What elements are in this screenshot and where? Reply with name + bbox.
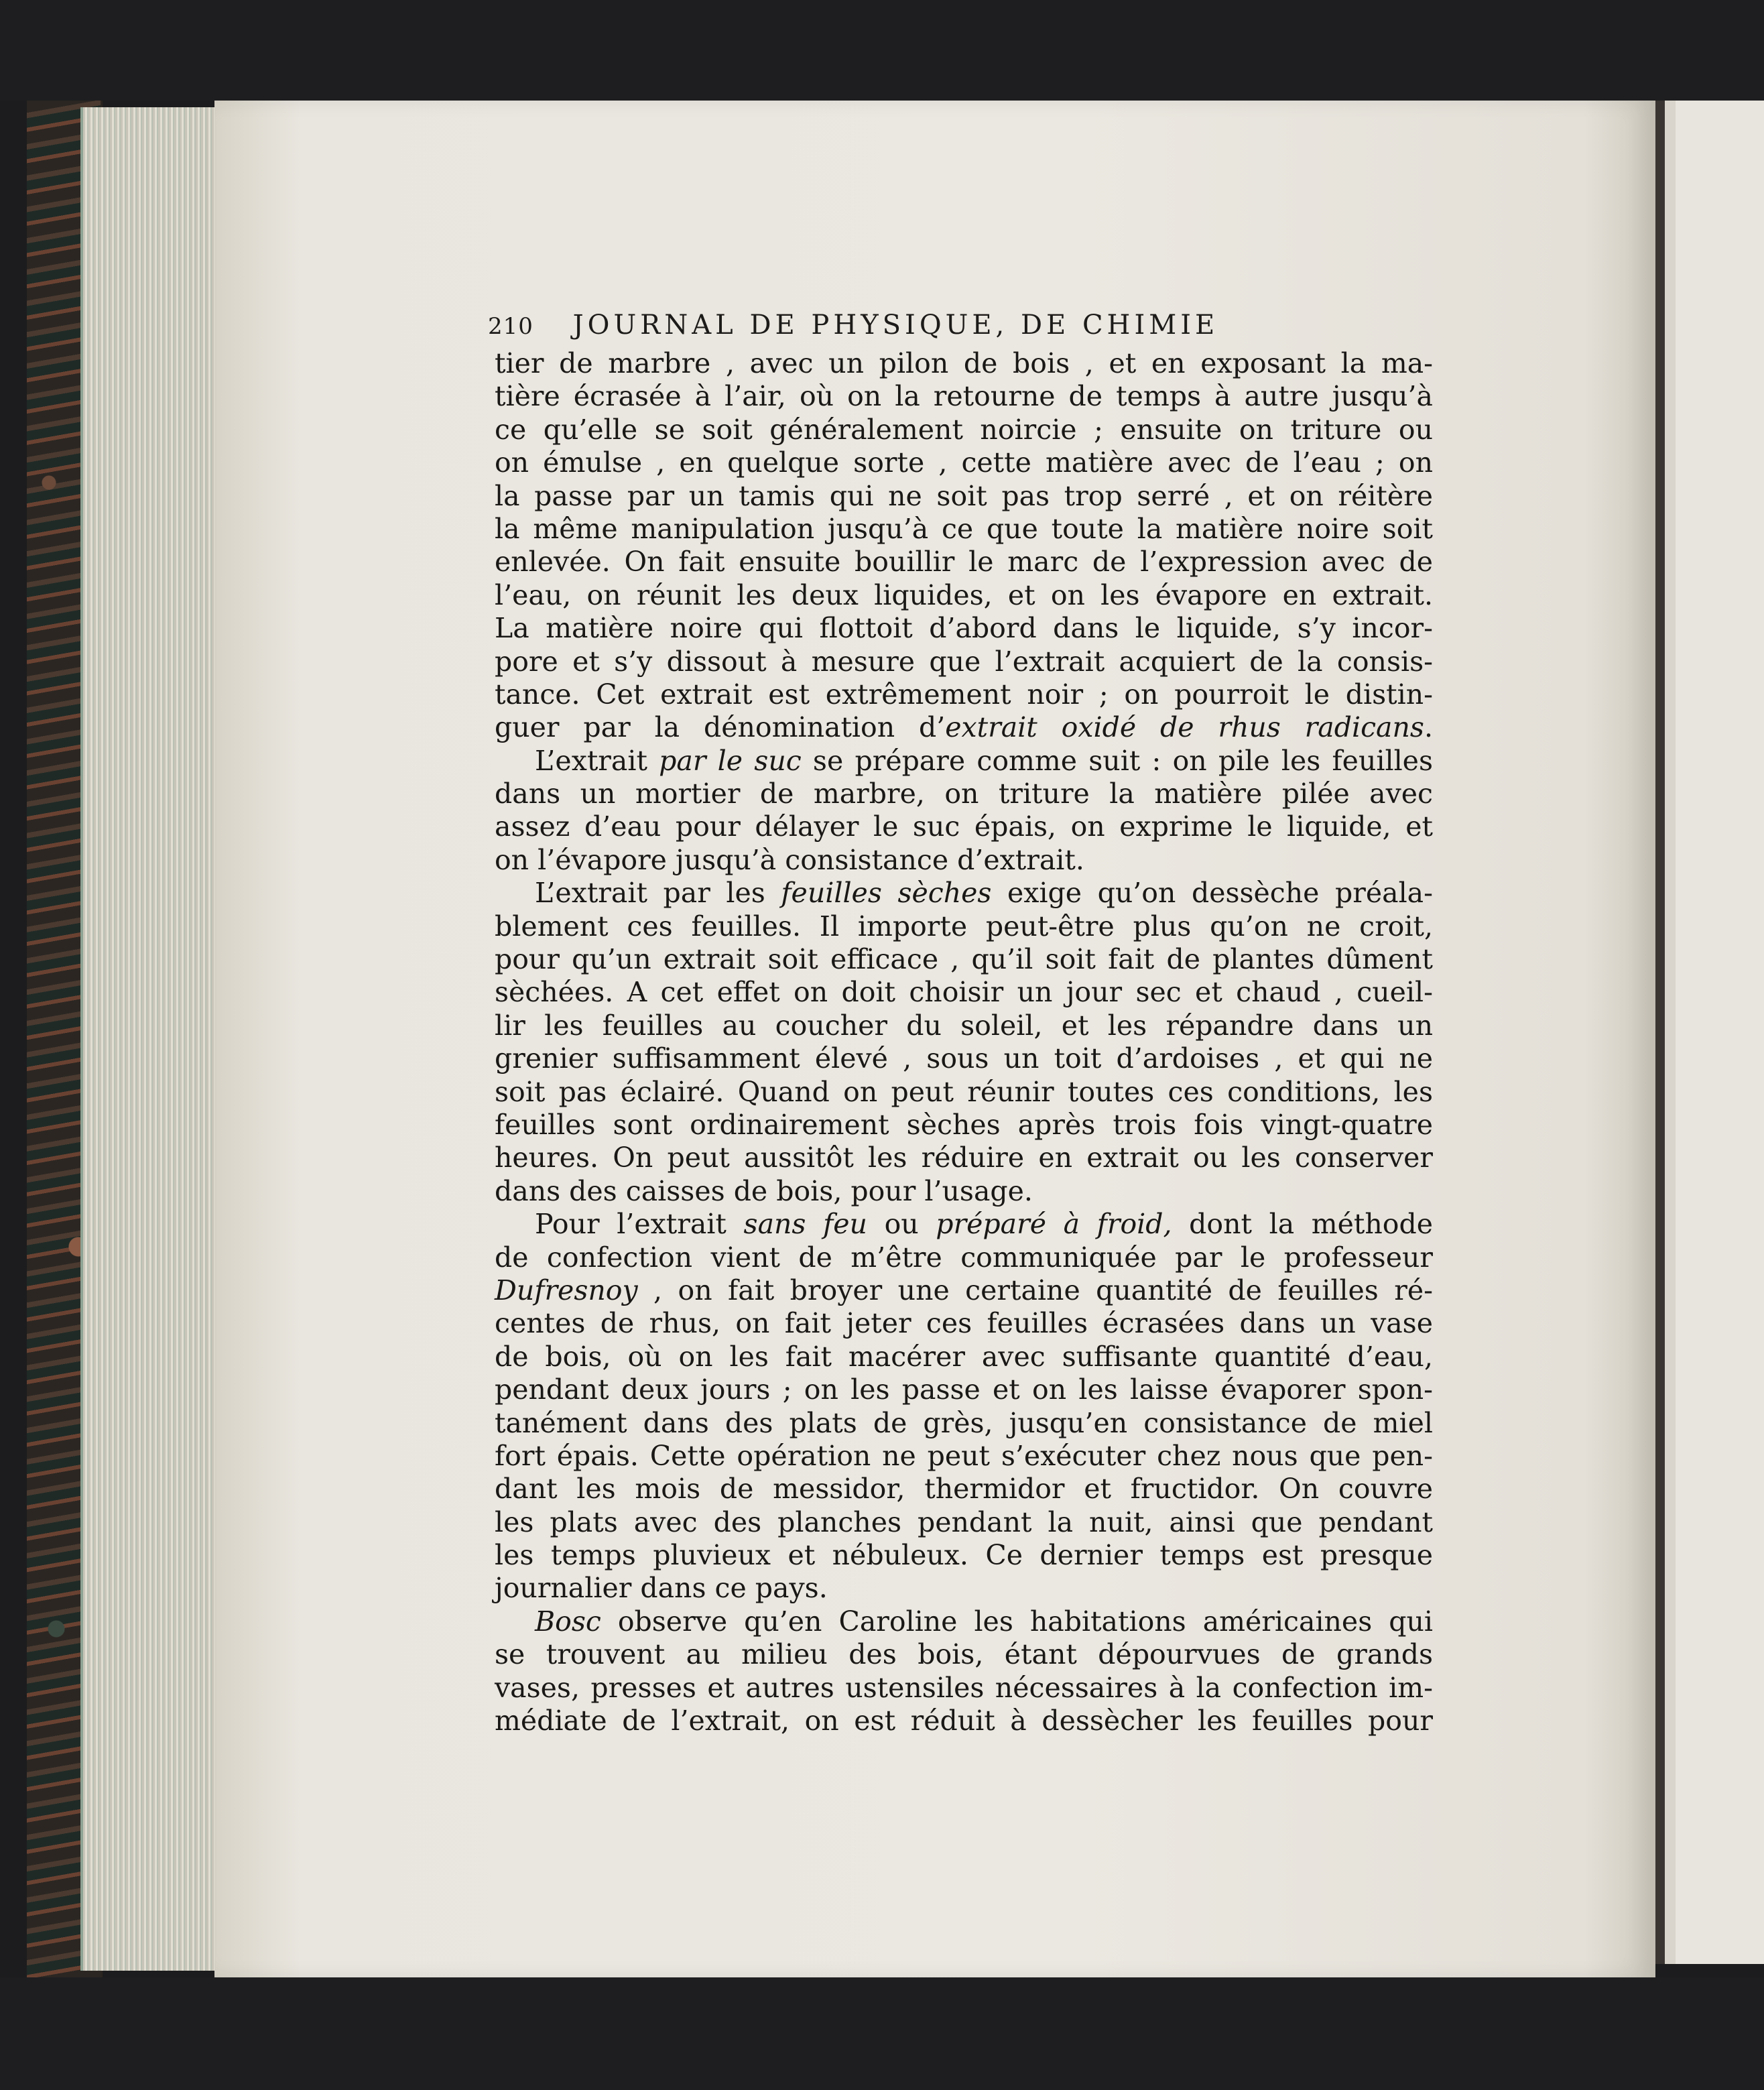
text-segment: on émulse , en quelque sorte , cette matière avec de l’eau ; on — [495, 446, 1433, 479]
text-segment: Pour l’extrait — [535, 1208, 744, 1241]
text-line — [495, 1208, 1433, 1241]
italic-text: Bosc — [535, 1605, 601, 1638]
running-head — [488, 310, 1346, 347]
text-segment: tance. Cet extrait est extrêmement noir ; on pourroit le distin- — [495, 678, 1433, 711]
text-line — [495, 1672, 1433, 1705]
text-segment: dont la méthode — [1172, 1208, 1433, 1241]
text-line — [495, 877, 1433, 910]
facing-page-edge — [1655, 101, 1764, 1964]
background-bottom — [0, 1977, 1764, 2090]
text-line — [495, 1076, 1433, 1109]
text-segment: la passe par un tamis qui ne soit pas trop serré , et on réitère — [495, 479, 1433, 512]
text-segment: fort épais. Cette opération ne peut s’exécuter chez nous que pen- — [495, 1439, 1433, 1472]
text-line — [495, 1109, 1433, 1142]
text-segment: blement ces feuilles. Il importe peut-être plus qu’on ne croit, — [495, 910, 1433, 942]
text-line — [495, 546, 1433, 578]
text-segment: les plats avec des planches pendant la nuit, ainsi que pendant — [495, 1505, 1433, 1538]
text-segment: guer par la dénomination d’ — [495, 711, 946, 744]
text-segment: lir les feuilles au coucher du soleil, et les répandre dans un — [495, 1009, 1433, 1042]
text-segment: feuilles sont ordinairement sèches après trois fois vingt-quatre — [495, 1108, 1433, 1141]
text-line — [495, 1705, 1433, 1737]
text-segment: les temps pluvieux et nébuleux. Ce dernier temps est presque — [495, 1539, 1433, 1572]
text-segment: . — [1424, 711, 1433, 744]
text-line — [495, 347, 1433, 380]
text-segment: tier de marbre , avec un pilon de bois , et en exposant la ma- — [495, 347, 1433, 379]
text-segment: L’extrait — [535, 744, 659, 777]
text-segment: observe qu’en Caroline les habitations américaines qui — [601, 1605, 1433, 1638]
text-segment: sèchées. A cet effet on doit choisir un jour sec et chaud , cueil- — [495, 976, 1433, 1009]
text-line — [495, 1274, 1433, 1307]
italic-text: feuilles sèches — [781, 877, 992, 910]
text-line — [495, 943, 1433, 976]
text-line — [495, 1407, 1433, 1440]
text-segment: , on fait broyer une certaine quantité de feuilles ré- — [637, 1274, 1433, 1306]
text-segment: tière écrasée à l’air, où on la retourne de temps à autre jusqu’à — [495, 380, 1433, 413]
text-segment: médiate de l’extrait, on est réduit à dessècher les feuilles pour — [495, 1705, 1433, 1737]
text-line — [495, 678, 1433, 711]
text-line — [495, 1605, 1433, 1638]
text-segment: journalier dans ce pays. — [495, 1572, 828, 1605]
text-segment: pore et s’y dissout à mesure que l’extrait acquiert de la consis- — [495, 645, 1433, 678]
italic-text: préparé à froid, — [936, 1208, 1172, 1241]
text-line — [495, 1142, 1433, 1174]
text-segment: dant les mois de messidor, thermidor et fructidor. On couvre — [495, 1473, 1433, 1505]
text-segment: exige qu’on dessèche préala- — [991, 877, 1433, 910]
text-line — [495, 1539, 1433, 1572]
text-segment: dans un mortier de marbre, on triture la matière pilée avec — [495, 778, 1433, 810]
text-line — [495, 414, 1433, 446]
italic-text: Dufresnoy — [495, 1274, 638, 1306]
text-line — [495, 1009, 1433, 1042]
text-line — [495, 1307, 1433, 1340]
text-line — [495, 1440, 1433, 1473]
text-line — [495, 480, 1433, 513]
text-line — [495, 513, 1433, 546]
page-edges — [80, 107, 237, 1971]
text-segment: la même manipulation jusqu’à ce que toute la matière noire soit — [495, 512, 1433, 545]
text-line — [495, 1473, 1433, 1505]
italic-text: sans feu — [743, 1208, 867, 1241]
page-number: 210 — [488, 313, 533, 340]
text-line — [495, 1042, 1433, 1075]
text-segment: se prépare comme suit : on pile les feuilles — [801, 744, 1433, 777]
text-line — [495, 844, 1433, 877]
text-segment: de confection vient de m’être communiquée par le professeur — [495, 1241, 1433, 1274]
running-title: JOURNAL DE PHYSIQUE, DE CHIMIE — [572, 310, 1219, 341]
text-segment: grenier suffisamment élevé , sous un toit d’ardoises , et qui ne — [495, 1042, 1433, 1075]
italic-text: par le suc — [659, 744, 802, 777]
text-segment: pendant deux jours ; on les passe et on les laisse évaporer spon- — [495, 1373, 1433, 1406]
text-line — [495, 1572, 1433, 1605]
text-line — [495, 1241, 1433, 1274]
text-segment: heures. On peut aussitôt les réduire en extrait ou les conserver — [495, 1142, 1433, 1174]
text-line — [495, 646, 1433, 678]
text-line — [495, 380, 1433, 413]
text-line — [495, 976, 1433, 1009]
text-segment: soit pas éclairé. Quand on peut réunir toutes ces conditions, les — [495, 1075, 1433, 1108]
text-segment: vases, presses et autres ustensiles nécessaires à la confection im- — [495, 1671, 1433, 1704]
background-top — [0, 0, 1764, 101]
text-line — [495, 711, 1433, 744]
text-line — [495, 1506, 1433, 1539]
text-segment: ce qu’elle se soit généralement noircie ; ensuite on triture ou — [495, 413, 1433, 446]
text-segment: ou — [867, 1208, 936, 1241]
text-segment: de bois, où on les fait macérer avec suffisante quantité d’eau, — [495, 1340, 1433, 1373]
italic-text: extrait oxidé de rhus radicans — [945, 711, 1424, 744]
text-line — [495, 810, 1433, 843]
text-segment: l’eau, on réunit les deux liquides, et on les évapore en extrait. — [495, 578, 1433, 611]
body-text — [495, 347, 1433, 1737]
text-line — [495, 910, 1433, 943]
text-line — [495, 1341, 1433, 1373]
text-segment: dans des caisses de bois, pour l’usage. — [495, 1174, 1033, 1207]
text-line — [495, 745, 1433, 778]
text-line — [495, 446, 1433, 479]
text-segment: enlevée. On fait ensuite bouillir le marc de l’expression avec de — [495, 546, 1433, 578]
text-segment: on l’évapore jusqu’à consistance d’extrait. — [495, 843, 1084, 876]
text-line — [495, 612, 1433, 645]
text-segment: pour qu’un extrait soit efficace , qu’il soit fait de plantes dûment — [495, 943, 1433, 976]
text-line — [495, 1638, 1433, 1671]
text-line — [495, 1175, 1433, 1208]
text-segment: L’extrait par les — [535, 877, 781, 910]
text-line — [495, 778, 1433, 810]
text-segment: La matière noire qui flottoit d’abord dans le liquide, s’y incor- — [495, 612, 1433, 645]
text-segment: tanément dans des plats de grès, jusqu’en consistance de miel — [495, 1406, 1433, 1439]
text-segment: se trouvent au milieu des bois, étant dépourvues de grands — [495, 1638, 1433, 1671]
text-segment: assez d’eau pour délayer le suc épais, on exprime le liquide, et — [495, 810, 1433, 843]
text-line — [495, 579, 1433, 612]
text-line — [495, 1373, 1433, 1406]
text-segment: centes de rhus, on fait jeter ces feuilles écrasées dans un vase — [495, 1307, 1433, 1340]
